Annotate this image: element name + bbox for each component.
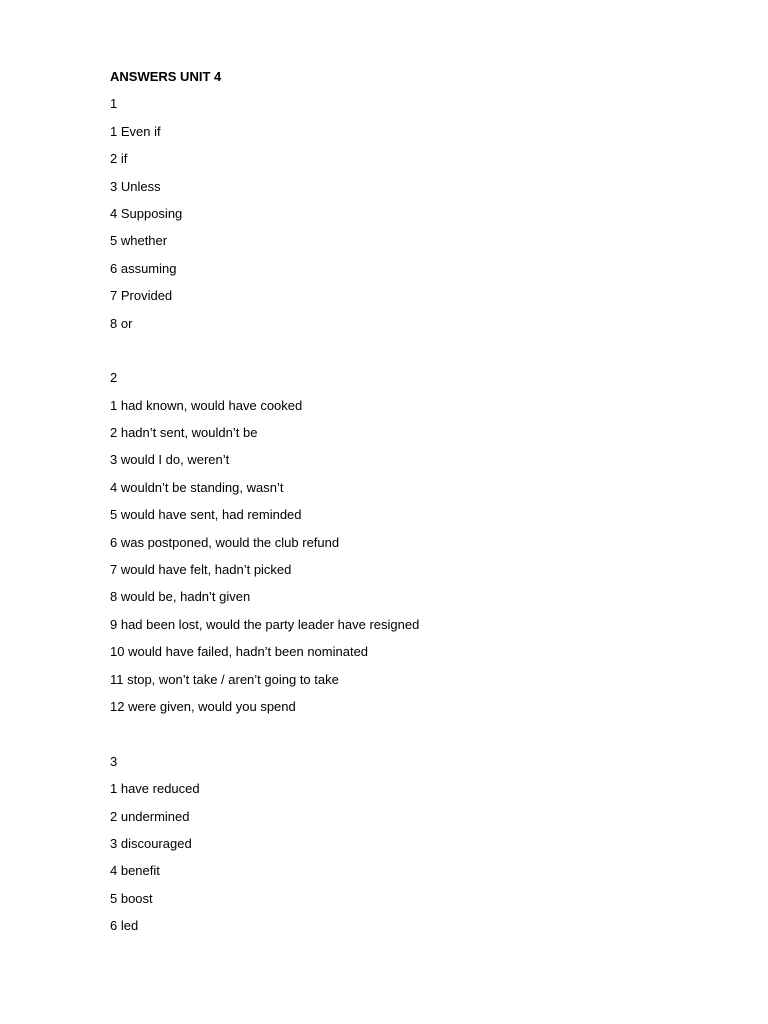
answer-line: 10 would have failed, hadn’t been nominated — [110, 644, 369, 660]
answer-line: 1 Even if — [110, 123, 161, 139]
answer-section-2 — [110, 369, 419, 725]
answer-line: 1 had known, would have cooked — [110, 397, 303, 413]
section-number: 3 — [110, 753, 118, 769]
answer-line: 2 hadn’t sent, wouldn’t be — [110, 425, 258, 441]
document-title: ANSWERS UNIT 4 — [110, 69, 222, 84]
document-content — [110, 68, 419, 945]
answer-line: 3 Unless — [110, 178, 161, 194]
answer-line: 4 benefit — [110, 863, 160, 879]
answer-line: 7 Provided — [110, 288, 173, 304]
answer-line: 4 Supposing — [110, 205, 183, 221]
answer-line: 6 was postponed, would the club refund — [110, 534, 340, 550]
answer-line: 3 would I do, weren’t — [110, 452, 230, 468]
section-gap — [110, 342, 419, 369]
answer-line: 5 boost — [110, 890, 153, 906]
answer-line: 2 if — [110, 151, 128, 167]
answer-line: 12 were given, would you spend — [110, 698, 296, 714]
answer-line: 5 would have sent, had reminded — [110, 507, 302, 523]
answer-line: 6 assuming — [110, 260, 177, 276]
answer-line: 1 have reduced — [110, 781, 200, 797]
answer-line: 7 would have felt, hadn’t picked — [110, 562, 292, 578]
answer-line: 9 had been lost, would the party leader have resigned — [110, 616, 420, 632]
answer-line: 3 discouraged — [110, 835, 192, 851]
answer-section-1 — [110, 95, 419, 342]
answer-line: 4 wouldn’t be standing, wasn’t — [110, 479, 284, 495]
answer-line: 2 undermined — [110, 808, 190, 824]
answer-line: 6 led — [110, 918, 139, 934]
answer-line: 5 whether — [110, 233, 168, 249]
section-gap — [110, 725, 419, 752]
answer-section-3 — [110, 753, 419, 945]
answer-line: 8 or — [110, 315, 133, 331]
answer-line: 8 would be, hadn’t given — [110, 589, 251, 605]
section-number: 2 — [110, 370, 118, 386]
answer-line: 11 stop, won’t take / aren’t going to take — [110, 671, 339, 687]
section-number: 1 — [110, 96, 118, 112]
